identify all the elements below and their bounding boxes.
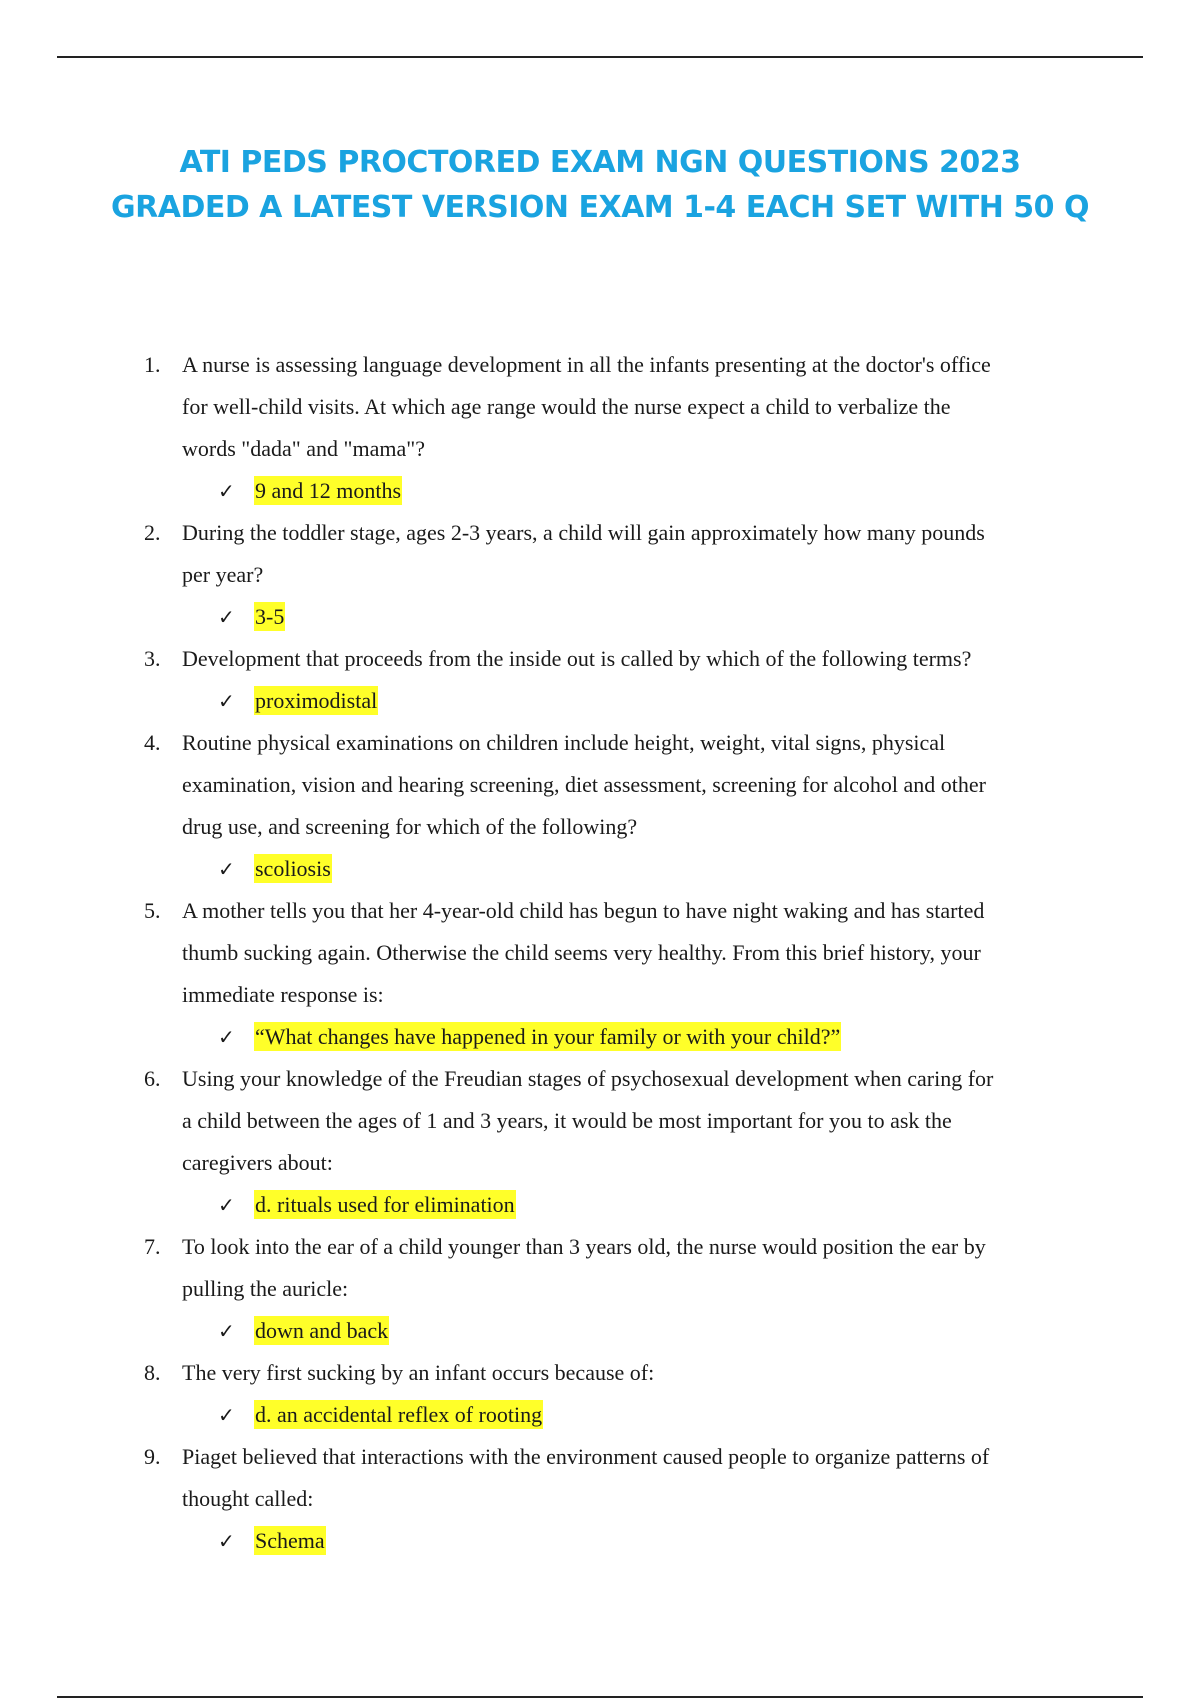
title-line-2: GRADED A LATEST VERSION EXAM 1-4 EACH SET WITH 50 Q	[111, 190, 1089, 225]
highlighted-answer: 3-5	[255, 604, 285, 629]
question-text	[182, 512, 1077, 596]
question-text-line: A mother tells you that her 4-year-old child has begun to have night waking and has started	[182, 898, 985, 923]
question-item	[0, 512, 1200, 638]
question-text-line: During the toddler stage, ages 2-3 years, a child will gain approximately how many pounds	[182, 520, 985, 545]
title-line-1: ATI PEDS PROCTORED EXAM NGN QUESTIONS 2023	[179, 145, 1021, 180]
checkmark-icon: ✓	[218, 857, 235, 881]
question-item	[0, 1436, 1200, 1562]
answer-row	[218, 848, 1200, 890]
question-text-line: Development that proceeds from the inside out is called by which of the following terms?	[182, 646, 972, 671]
question-text	[182, 1436, 1077, 1520]
question-item	[0, 1226, 1200, 1352]
highlighted-answer: 9 and 12 months	[255, 478, 402, 503]
question-text-line: examination, vision and hearing screening, diet assessment, screening for alcohol and other	[182, 772, 986, 797]
question-text	[182, 344, 1077, 470]
bottom-rule	[57, 1696, 1143, 1698]
question-item	[0, 890, 1200, 1058]
question-item	[0, 1058, 1200, 1226]
question-list	[0, 344, 1200, 1562]
checkmark-icon: ✓	[218, 479, 235, 503]
question-number: 4.	[144, 730, 161, 755]
highlighted-answer: d. rituals used for elimination	[255, 1192, 515, 1217]
checkmark-icon: ✓	[218, 605, 235, 629]
question-text-line: for well-child visits. At which age range would the nurse expect a child to verbalize the	[182, 394, 951, 419]
answer-row	[218, 1520, 1200, 1562]
answer-row	[218, 1394, 1200, 1436]
question-text-line: words "dada" and "mama"?	[182, 436, 426, 461]
document-title	[60, 140, 1140, 230]
question-text-line: pulling the auricle:	[182, 1276, 349, 1301]
question-text-line: Using your knowledge of the Freudian stages of psychosexual development when caring for	[182, 1066, 994, 1091]
highlighted-answer: Schema	[255, 1528, 325, 1553]
question-text-line: thought called:	[182, 1486, 314, 1511]
checkmark-icon: ✓	[218, 1319, 235, 1343]
question-text-line: A nurse is assessing language development in all the infants presenting at the doctor's office	[182, 352, 991, 377]
answer-row	[218, 1016, 1200, 1058]
highlighted-answer: scoliosis	[255, 856, 331, 881]
checkmark-icon: ✓	[218, 689, 235, 713]
question-text-line: Routine physical examinations on children include height, weight, vital signs, physical	[182, 730, 946, 755]
question-item	[0, 344, 1200, 512]
checkmark-icon: ✓	[218, 1529, 235, 1553]
question-text-line: drug use, and screening for which of the following?	[182, 814, 638, 839]
question-number: 6.	[144, 1066, 161, 1091]
highlighted-answer: d. an accidental reflex of rooting	[255, 1402, 543, 1427]
highlighted-answer: “What changes have happened in your family or with your child?”	[255, 1024, 841, 1049]
answer-row	[218, 596, 1200, 638]
question-number: 2.	[144, 520, 161, 545]
question-text-line: The very first sucking by an infant occurs because of:	[182, 1360, 655, 1385]
answer-row	[218, 470, 1200, 512]
question-item	[0, 1352, 1200, 1436]
question-text-line: immediate response is:	[182, 982, 384, 1007]
checkmark-icon: ✓	[218, 1025, 235, 1049]
highlighted-answer: proximodistal	[255, 688, 378, 713]
checkmark-icon: ✓	[218, 1403, 235, 1427]
question-text-line: thumb sucking again. Otherwise the child seems very healthy. From this brief history, your	[182, 940, 981, 965]
question-text	[182, 1226, 1077, 1310]
question-item	[0, 722, 1200, 890]
question-text-line: per year?	[182, 562, 264, 587]
question-number: 8.	[144, 1360, 161, 1385]
question-text-line: Piaget believed that interactions with the environment caused people to organize patterns of	[182, 1444, 990, 1469]
question-text	[182, 1058, 1077, 1184]
highlighted-answer: down and back	[255, 1318, 389, 1343]
question-text-line: caregivers about:	[182, 1150, 333, 1175]
answer-row	[218, 680, 1200, 722]
answer-row	[218, 1310, 1200, 1352]
answer-row	[218, 1184, 1200, 1226]
top-rule	[57, 56, 1143, 58]
question-number: 3.	[144, 646, 161, 671]
question-number: 7.	[144, 1234, 161, 1259]
question-number: 9.	[144, 1444, 161, 1469]
question-number: 5.	[144, 898, 161, 923]
question-text	[182, 890, 1077, 1016]
question-text-line: To look into the ear of a child younger than 3 years old, the nurse would position the ear by	[182, 1234, 986, 1259]
question-text	[182, 638, 1077, 680]
checkmark-icon: ✓	[218, 1193, 235, 1217]
question-item	[0, 638, 1200, 722]
question-number: 1.	[144, 352, 161, 377]
question-text	[182, 1352, 1077, 1394]
question-text-line: a child between the ages of 1 and 3 years, it would be most important for you to ask the	[182, 1108, 952, 1133]
question-text	[182, 722, 1077, 848]
